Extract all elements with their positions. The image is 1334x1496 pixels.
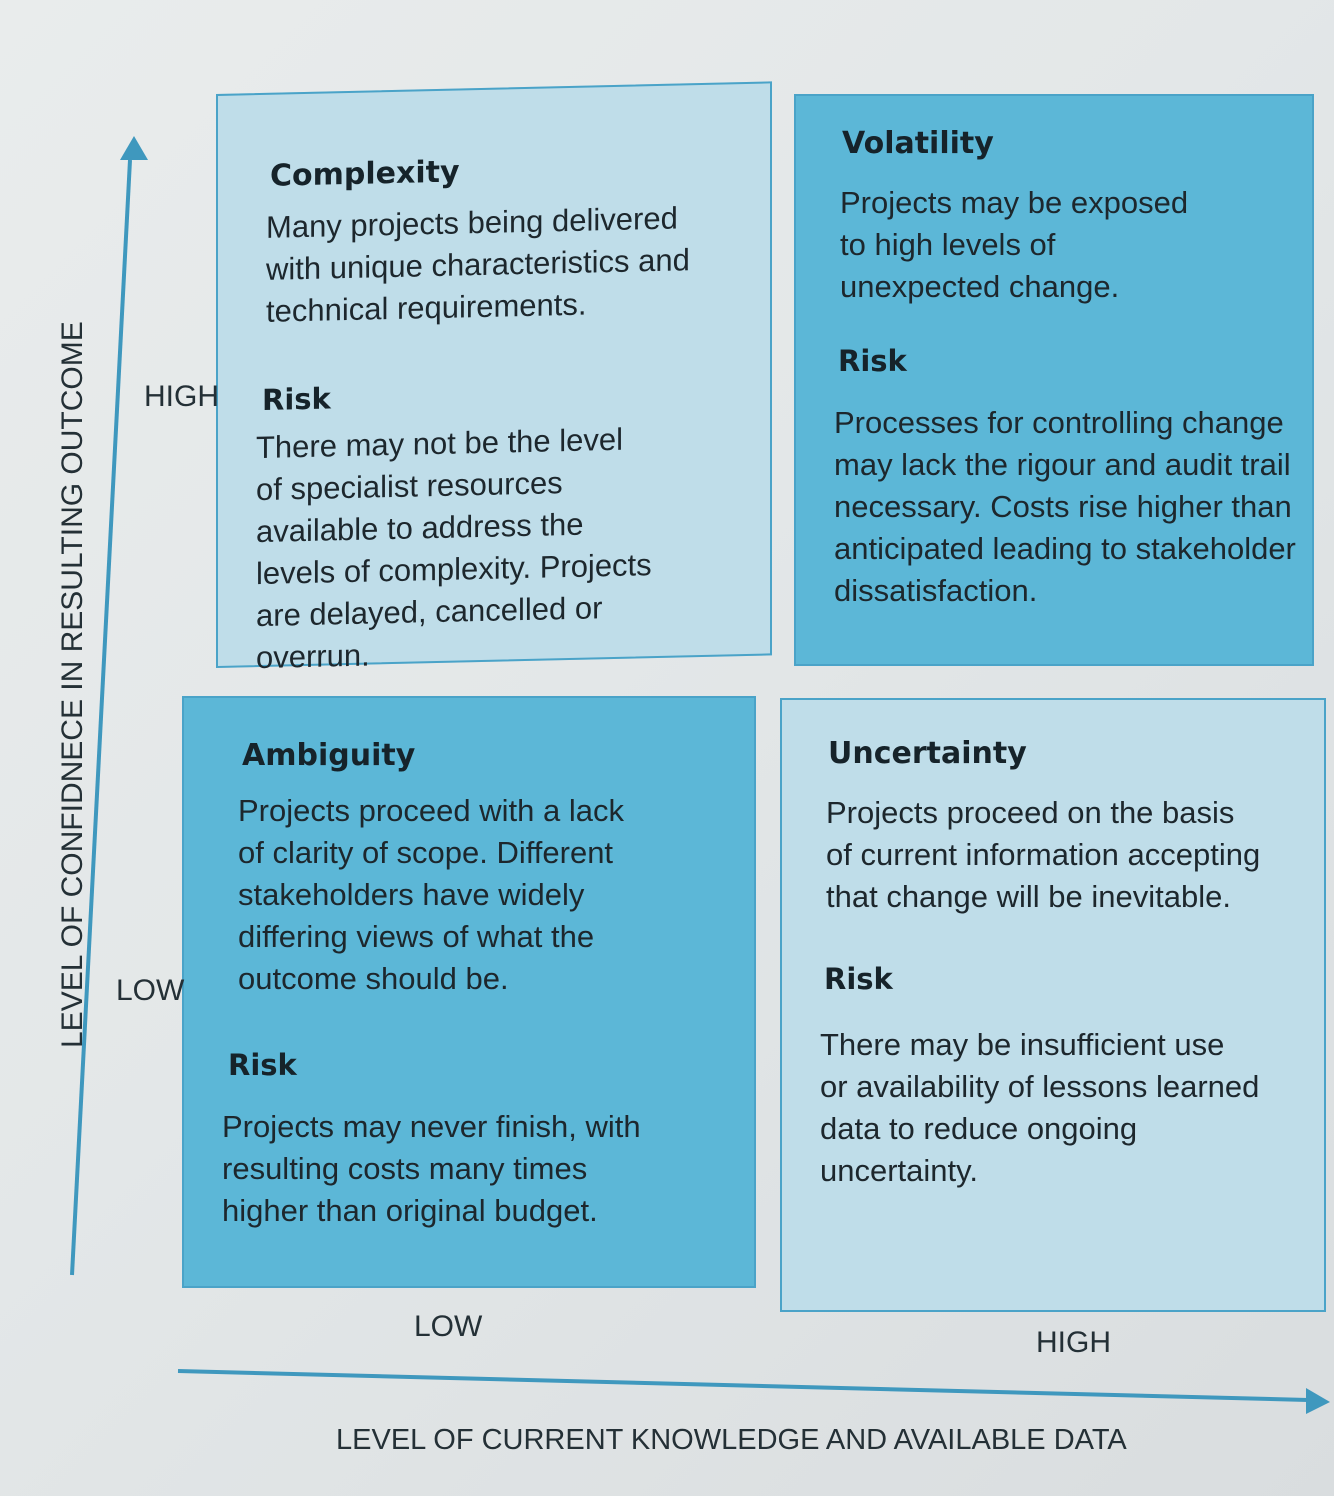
y-axis-title: LEVEL OF CONFIDNECE IN RESULTING OUTCOME — [56, 321, 89, 1048]
quadrant-complexity — [216, 81, 772, 676]
volatility-risk-text: Processes for controlling change may lack the rigour and audit trail necessary. Costs rise higher than anticipated leading to stakeholder dissatisfaction. — [834, 405, 1296, 608]
complexity-risk-text: There may not be the level of specialist resources available to address the levels of complexity. Projects are delayed, cancelled or overrun. — [256, 421, 652, 676]
volatility-title: Volatility — [842, 126, 994, 161]
quadrant-volatility — [794, 94, 1314, 666]
ambiguity-description: Projects proceed with a lack of clarity of scope. Different stakeholders have widely differing views of what the outcome should be. — [238, 793, 624, 996]
complexity-title: Complexity — [270, 154, 460, 194]
x-axis-high-label: HIGH — [1036, 1326, 1111, 1359]
ambiguity-risk-heading: Risk — [228, 1048, 297, 1082]
x-axis-low-label: LOW — [414, 1310, 483, 1343]
y-axis-arrowhead — [120, 136, 148, 160]
uncertainty-risk-text: There may be insufficient use or availability of lessons learned data to reduce ongoing uncertainty. — [820, 1027, 1260, 1188]
quadrant-ambiguity — [182, 696, 756, 1288]
complexity-risk-heading: Risk — [262, 381, 331, 417]
quadrant-uncertainty — [780, 698, 1326, 1312]
ambiguity-title: Ambiguity — [242, 738, 416, 773]
x-axis-arrowhead — [1306, 1388, 1330, 1414]
ambiguity-risk-text: Projects may never finish, with resulting costs many times higher than original budget. — [222, 1109, 641, 1228]
y-axis-low-label: LOW — [116, 974, 185, 1007]
uncertainty-risk-heading: Risk — [824, 962, 893, 996]
y-axis-high-label: HIGH — [144, 380, 219, 413]
complexity-description: Many projects being delivered with unique characteristics and technical requirements. — [266, 200, 690, 329]
x-axis-line — [178, 1371, 1308, 1400]
uncertainty-description: Projects proceed on the basis of current information accepting that change will be inevitable. — [826, 795, 1261, 914]
volatility-description: Projects may be exposed to high levels of unexpected change. — [840, 185, 1189, 304]
uncertainty-title: Uncertainty — [828, 736, 1027, 771]
x-axis-title: LEVEL OF CURRENT KNOWLEDGE AND AVAILABLE DATA — [336, 1424, 1127, 1456]
volatility-risk-heading: Risk — [838, 344, 907, 378]
